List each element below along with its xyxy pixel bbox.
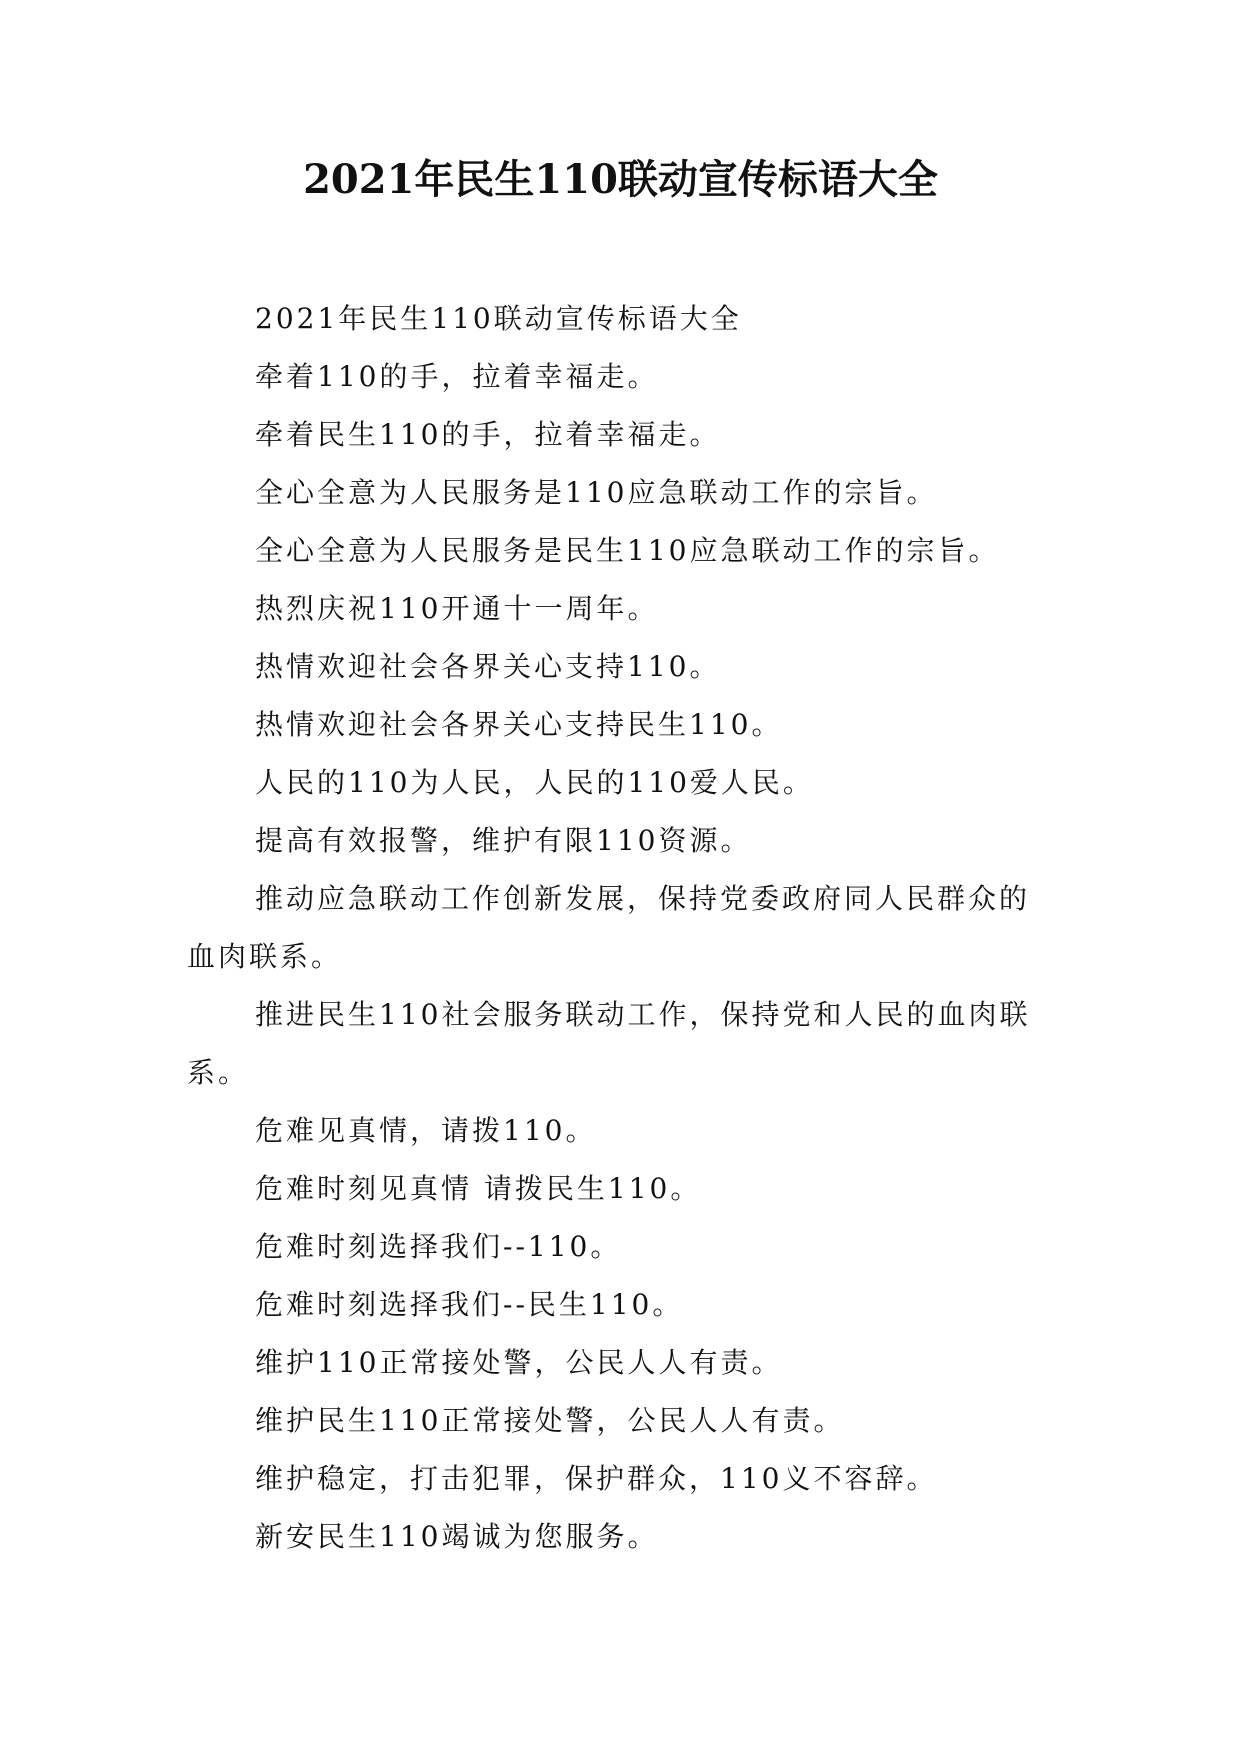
document-body <box>187 290 1057 1566</box>
document-title: 2021年民生110联动宣传标语大全 <box>303 156 938 203</box>
paragraph: 推进民生110社会服务联动工作，保持党和人民的血肉联系。 <box>187 998 1031 1089</box>
paragraph: 牵着民生110的手，拉着幸福走。 <box>255 418 721 451</box>
paragraph: 热情欢迎社会各界关心支持民生110。 <box>255 708 783 741</box>
paragraph: 危难见真情，请拨110。 <box>255 1114 597 1147</box>
paragraph: 牵着110的手，拉着幸福走。 <box>255 360 659 393</box>
paragraph: 热情欢迎社会各界关心支持110。 <box>255 650 721 683</box>
paragraph: 热烈庆祝110开通十一周年。 <box>255 592 659 625</box>
paragraph: 危难时刻选择我们--110。 <box>255 1230 622 1263</box>
paragraph: 新安民生110竭诚为您服务。 <box>255 1520 659 1553</box>
paragraph: 危难时刻选择我们--民生110。 <box>255 1288 684 1321</box>
paragraph: 维护民生110正常接处警，公民人人有责。 <box>255 1404 845 1437</box>
paragraph: 危难时刻见真情 请拨民生110。 <box>255 1172 702 1205</box>
paragraph: 维护110正常接处警，公民人人有责。 <box>255 1346 783 1379</box>
paragraph: 2021年民生110联动宣传标语大全 <box>255 302 742 335</box>
paragraph: 推动应急联动工作创新发展，保持党委政府同人民群众的血肉联系。 <box>187 882 1031 973</box>
paragraph: 提高有效报警，维护有限110资源。 <box>255 824 752 857</box>
paragraph: 全心全意为人民服务是110应急联动工作的宗旨。 <box>255 476 938 509</box>
paragraph: 维护稳定，打击犯罪，保护群众，110义不容辞。 <box>255 1462 938 1495</box>
paragraph: 人民的110为人民，人民的110爱人民。 <box>255 766 814 799</box>
paragraph: 全心全意为人民服务是民生110应急联动工作的宗旨。 <box>255 534 1000 567</box>
